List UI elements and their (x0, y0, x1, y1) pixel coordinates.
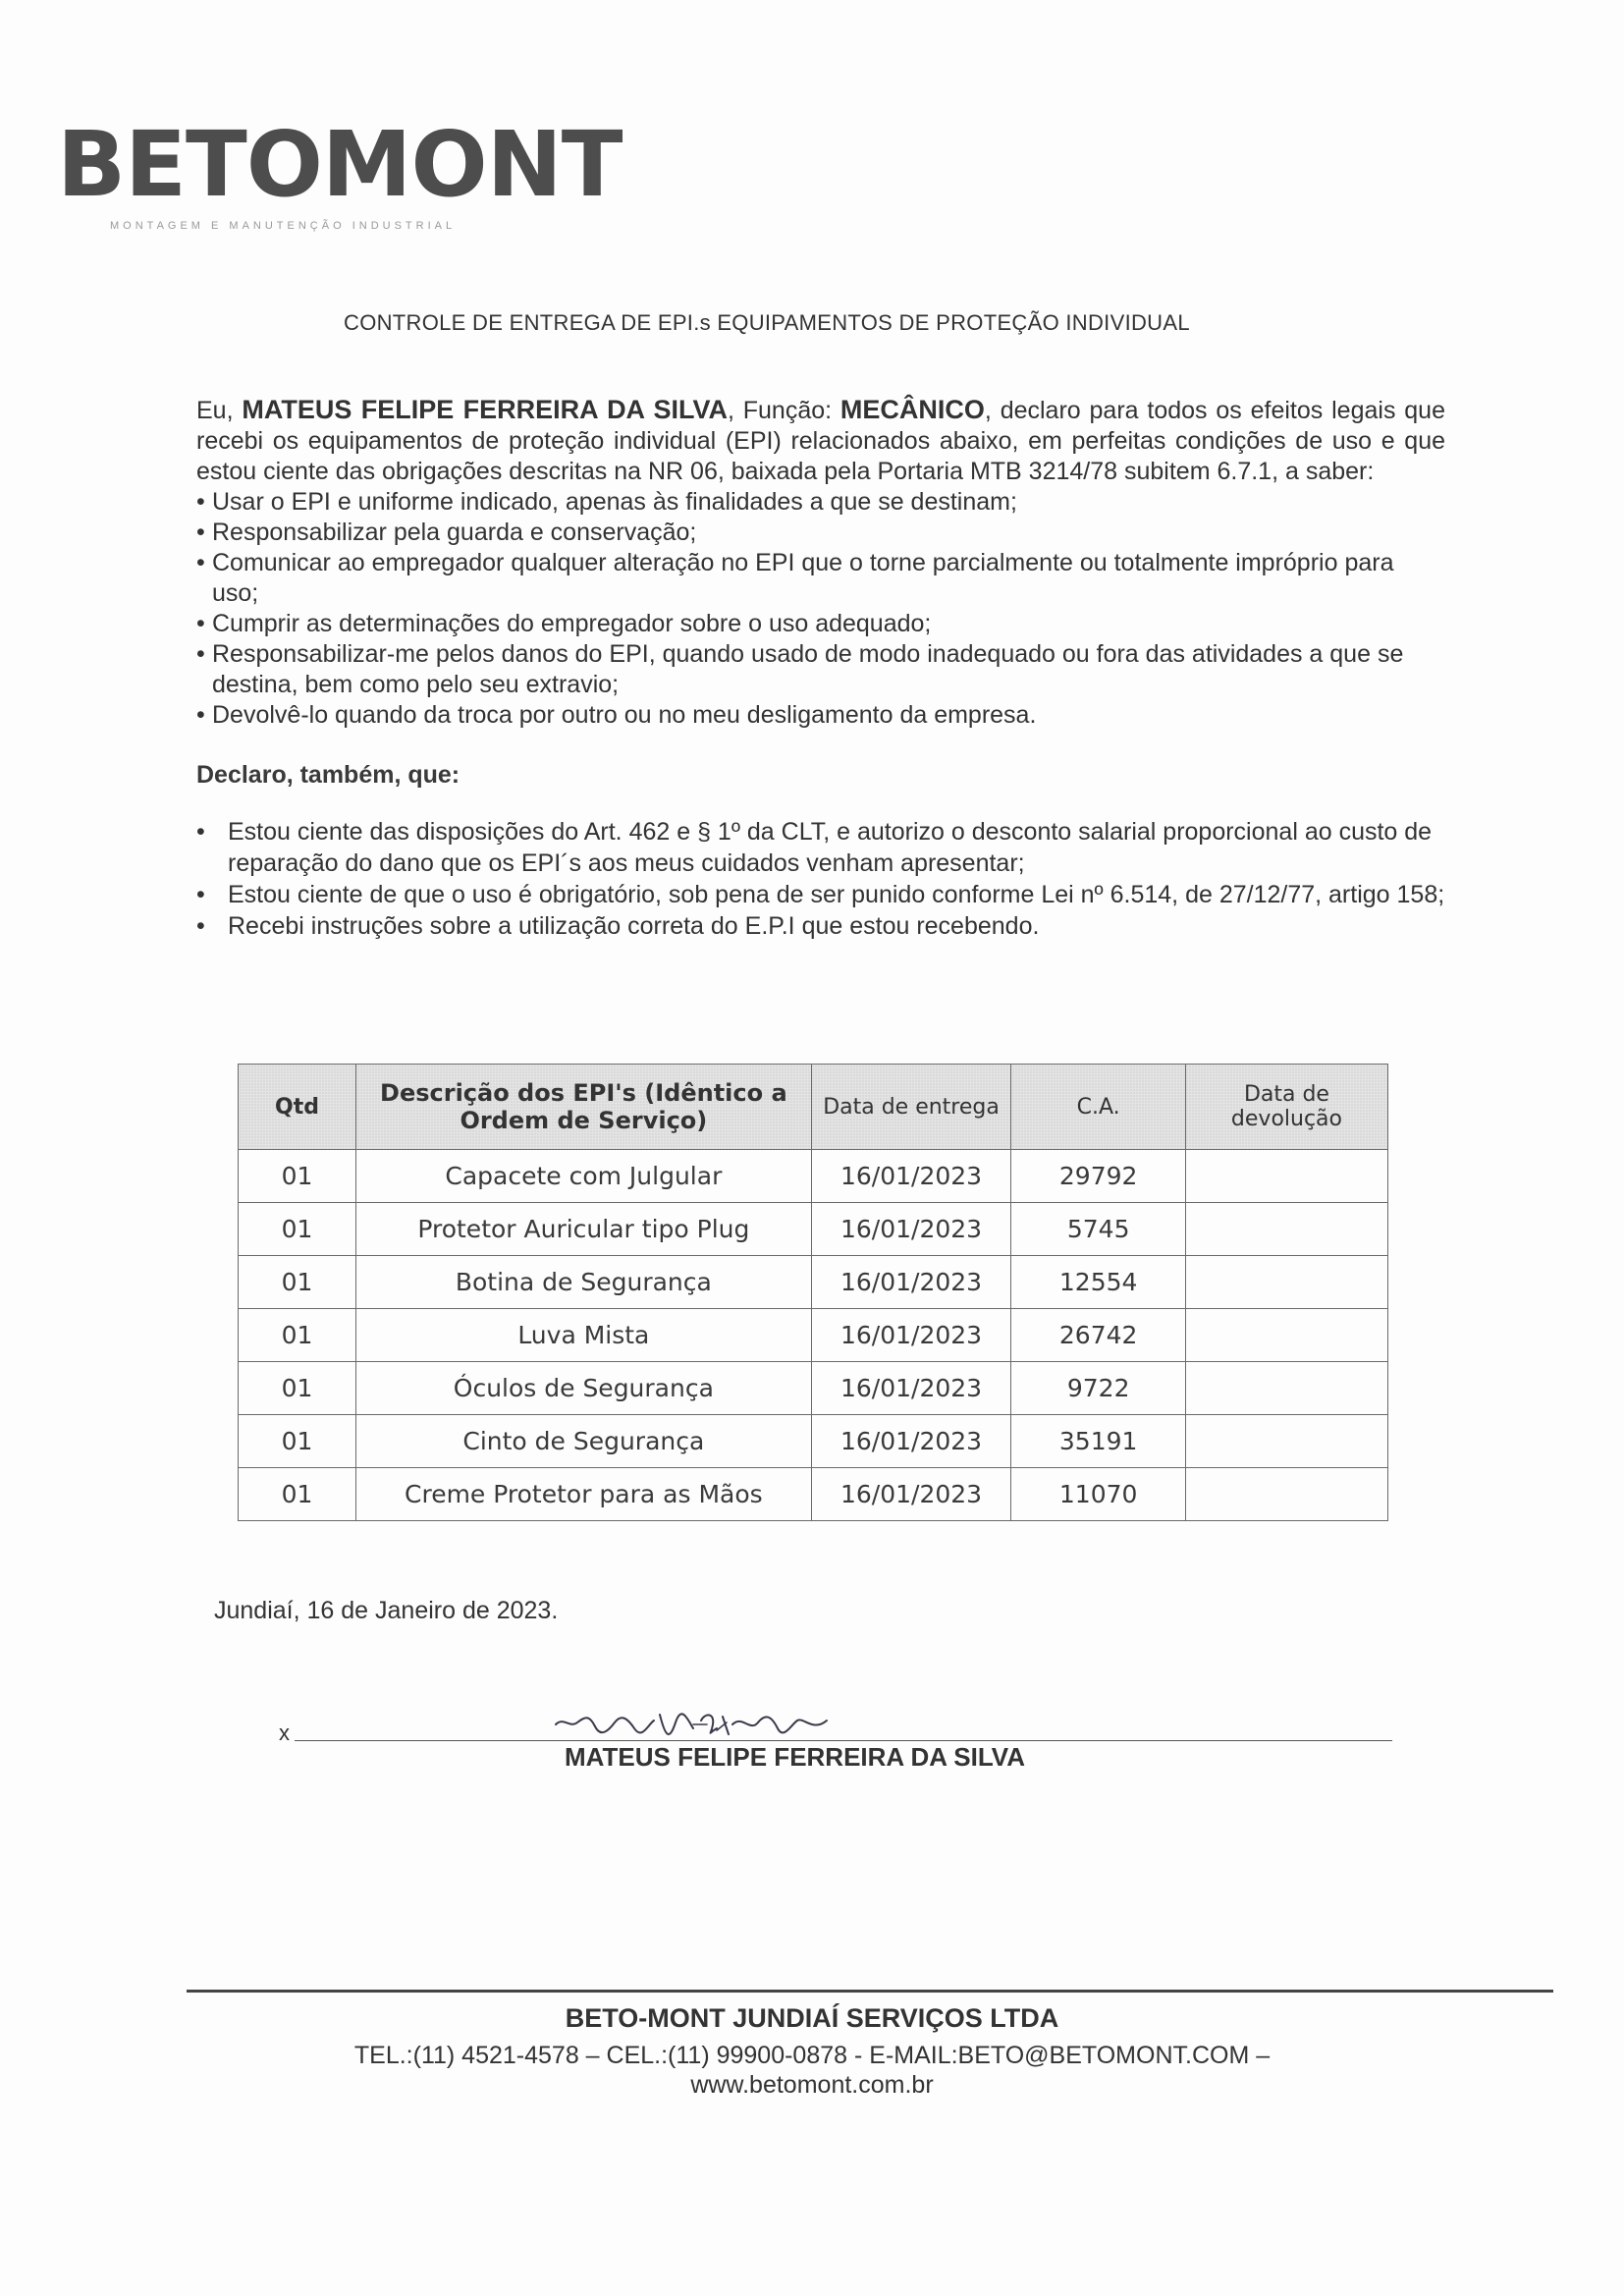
logo-tagline: MONTAGEM E MANUTENÇÃO INDUSTRIAL (110, 220, 457, 232)
cell-return-date (1185, 1309, 1387, 1362)
cell-qtd: 01 (239, 1309, 356, 1362)
cell-delivery-date: 16/01/2023 (811, 1309, 1011, 1362)
table-row (239, 1256, 1388, 1309)
signature-mark: x (279, 1721, 290, 1745)
cell-description: Óculos de Segurança (356, 1362, 812, 1415)
company-logo (57, 112, 623, 232)
also-declare-heading: Declaro, também, que: (196, 761, 460, 789)
table-body (239, 1150, 1388, 1521)
cell-ca: 11070 (1011, 1468, 1186, 1521)
bullet-icon: • (196, 881, 205, 908)
cell-description: Cinto de Segurança (356, 1415, 812, 1468)
also-declare-list (196, 816, 1445, 942)
footer-contact (0, 2041, 1624, 2100)
footer-divider (187, 1990, 1553, 1993)
bullet-icon: • (196, 549, 205, 576)
cell-return-date (1185, 1362, 1387, 1415)
list-item (196, 609, 1445, 639)
document-title: CONTROLE DE ENTREGA DE EPI.s EQUIPAMENTOS DE PROTEÇÃO INDIVIDUAL (344, 310, 1190, 335)
employee-name: MATEUS FELIPE FERREIRA DA SILVA (242, 395, 728, 424)
declaration-paragraph (196, 395, 1445, 487)
declaration-text: , declaro para todos os efeitos legais que recebi os equipamentos de proteção individual (EPI) relacionados abaixo, em perfeitas condições de uso e que estou ciente das obrigações descritas na NR 06, baixada pela Portaria MTB 3214/78 subitem 6.7.1, a saber: (196, 397, 1445, 485)
obligation-text: Responsabilizar-me pelos danos do EPI, quando usado de modo inadequado ou fora das atividades a que se destina, bem como pelo seu extravio; (212, 640, 1404, 698)
table-row (239, 1468, 1388, 1521)
obligation-text: Cumprir as determinações do empregador sobre o uso adequado; (212, 610, 932, 637)
table-row (239, 1150, 1388, 1203)
cell-return-date (1185, 1468, 1387, 1521)
list-item (196, 700, 1445, 731)
cell-delivery-date: 16/01/2023 (811, 1203, 1011, 1256)
header-qtd: Qtd (239, 1065, 356, 1150)
footer-contact-line: TEL.:(11) 4521-4578 – CEL.:(11) 99900-0878 - E-MAIL:BETO@BETOMONT.COM – (353, 2042, 1271, 2069)
bullet-icon: • (196, 519, 205, 546)
list-item (196, 879, 1445, 910)
table-row (239, 1309, 1388, 1362)
bullet-icon: • (196, 818, 205, 846)
cell-qtd: 01 (239, 1468, 356, 1521)
cell-ca: 12554 (1011, 1256, 1186, 1309)
table-row (239, 1203, 1388, 1256)
cell-return-date (1185, 1256, 1387, 1309)
cell-return-date (1185, 1203, 1387, 1256)
employee-role: MECÂNICO (839, 395, 985, 424)
cell-delivery-date: 16/01/2023 (811, 1150, 1011, 1203)
declaration-item-text: Recebi instruções sobre a utilização correta do E.P.I que estou recebendo. (228, 912, 1040, 940)
cell-qtd: 01 (239, 1362, 356, 1415)
cell-return-date (1185, 1415, 1387, 1468)
footer-website: www.betomont.com.br (690, 2071, 934, 2099)
epi-table (238, 1064, 1388, 1521)
list-item (196, 816, 1445, 879)
declaration-item-text: Estou ciente de que o uso é obrigatório, sob pena de ser punido conforme Lei nº 6.514, de 27/12/77, artigo 158; (228, 881, 1445, 908)
bullet-icon: • (196, 912, 205, 940)
declaration-prefix: Eu, (196, 397, 243, 424)
cell-description: Creme Protetor para as Mãos (356, 1468, 812, 1521)
list-item (196, 518, 1445, 548)
obligation-text: Responsabilizar pela guarda e conservação; (212, 519, 697, 546)
document-body (196, 395, 1445, 942)
cell-qtd: 01 (239, 1203, 356, 1256)
cell-description: Capacete com Julgular (356, 1150, 812, 1203)
list-item (196, 487, 1445, 518)
cell-delivery-date: 16/01/2023 (811, 1256, 1011, 1309)
footer-company-name: BETO-MONT JUNDIAÍ SERVIÇOS LTDA (565, 2003, 1059, 2033)
cell-description: Luva Mista (356, 1309, 812, 1362)
signer-name: MATEUS FELIPE FERREIRA DA SILVA (565, 1742, 1025, 1772)
cell-delivery-date: 16/01/2023 (811, 1468, 1011, 1521)
list-item (196, 639, 1445, 700)
place-and-date: Jundiaí, 16 de Janeiro de 2023. (214, 1597, 559, 1624)
cell-qtd: 01 (239, 1415, 356, 1468)
cell-delivery-date: 16/01/2023 (811, 1415, 1011, 1468)
table-header (239, 1065, 1388, 1150)
cell-qtd: 01 (239, 1150, 356, 1203)
cell-ca: 29792 (1011, 1150, 1186, 1203)
cell-description: Botina de Segurança (356, 1256, 812, 1309)
declaration-item-text: Estou ciente das disposições do Art. 462 e § 1º da CLT, e autorizo o desconto salarial proporcional ao custo de reparação do dano que os EPI´s aos meus cuidados venham apresentar; (228, 818, 1433, 877)
obligation-text: Comunicar ao empregador qualquer alteração no EPI que o torne parcialmente ou totalmente impróprio para uso; (212, 549, 1394, 607)
handwritten-signature (550, 1695, 835, 1748)
list-item (196, 548, 1445, 609)
bullet-icon: • (196, 640, 205, 668)
bullet-icon: • (196, 488, 205, 516)
obligation-text: Devolvê-lo quando da troca por outro ou no meu desligamento da empresa. (212, 701, 1037, 729)
header-description: Descrição dos EPI's (Idêntico a Ordem de Serviço) (356, 1065, 812, 1150)
cell-qtd: 01 (239, 1256, 356, 1309)
table-row (239, 1415, 1388, 1468)
role-label: , Função: (727, 397, 840, 424)
table-header-row (239, 1065, 1388, 1150)
header-ca: C.A. (1011, 1065, 1186, 1150)
header-return-date: Data de devolução (1185, 1065, 1387, 1150)
cell-ca: 9722 (1011, 1362, 1186, 1415)
cell-ca: 35191 (1011, 1415, 1186, 1468)
cell-ca: 5745 (1011, 1203, 1186, 1256)
bullet-icon: • (196, 610, 205, 637)
table-row (239, 1362, 1388, 1415)
cell-ca: 26742 (1011, 1309, 1186, 1362)
list-item (196, 910, 1445, 942)
logo-wordmark: BETOMONT (57, 112, 623, 217)
obligations-list (196, 487, 1445, 731)
obligation-text: Usar o EPI e uniforme indicado, apenas às finalidades a que se destinam; (212, 488, 1017, 516)
signature-line (295, 1740, 1392, 1741)
cell-description: Protetor Auricular tipo Plug (356, 1203, 812, 1256)
cell-delivery-date: 16/01/2023 (811, 1362, 1011, 1415)
header-delivery-date: Data de entrega (811, 1065, 1011, 1150)
cell-return-date (1185, 1150, 1387, 1203)
bullet-icon: • (196, 701, 205, 729)
